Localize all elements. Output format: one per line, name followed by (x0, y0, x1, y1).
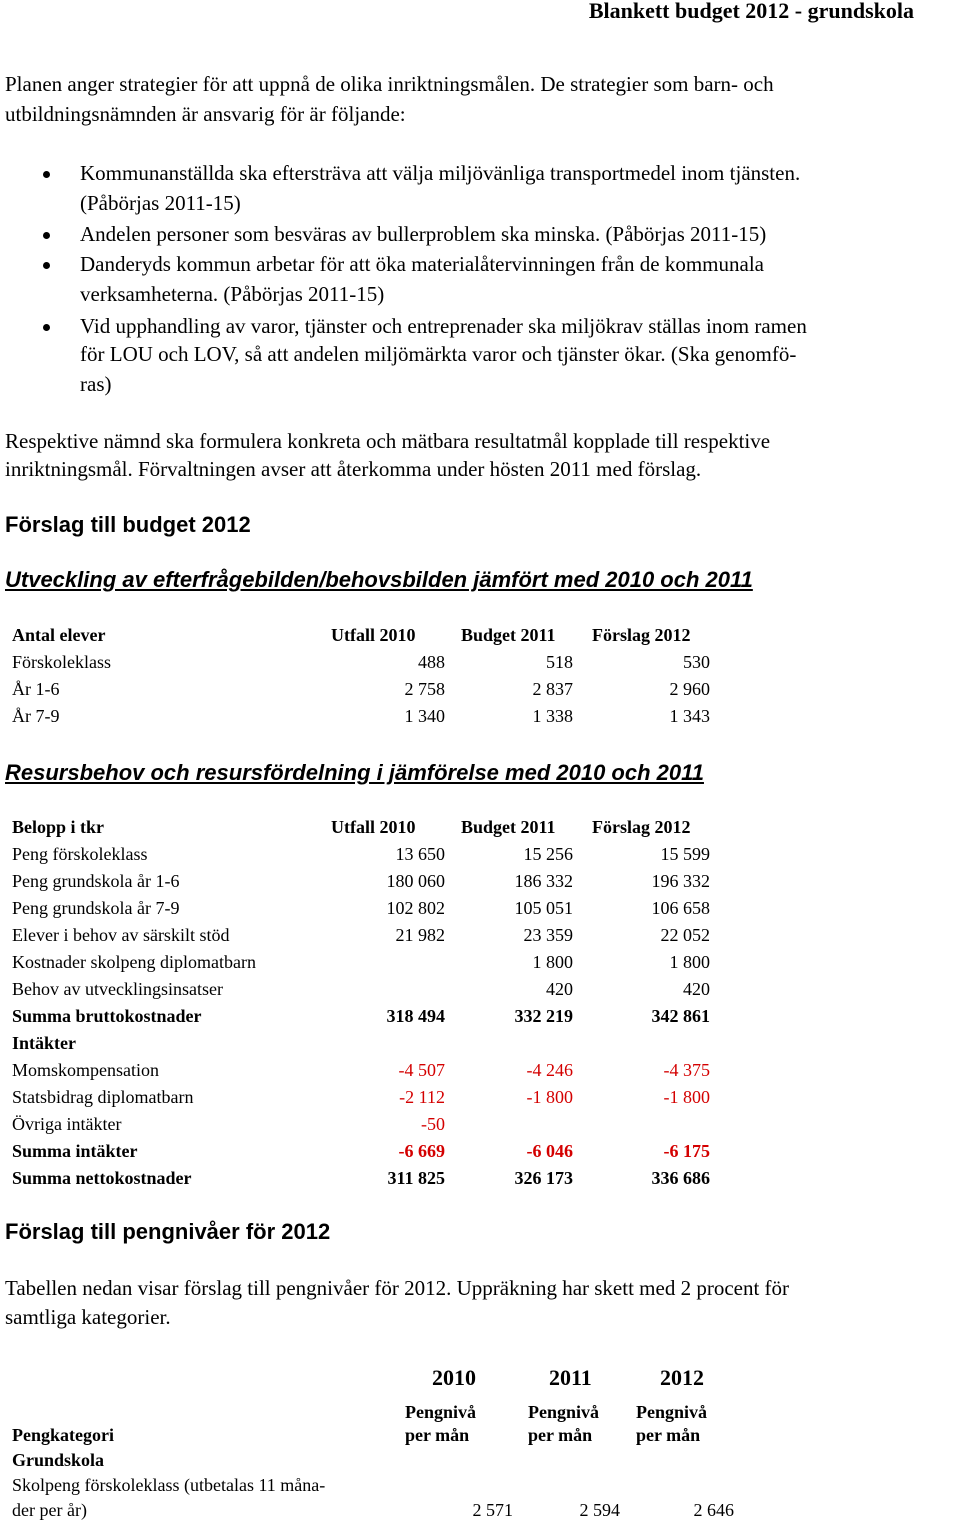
table2-cell: -6 669 (398, 1141, 445, 1161)
table2-row-label: Summa bruttokostnader (12, 1006, 202, 1026)
table2-cell: -1 800 (526, 1087, 573, 1107)
table2-cell: 102 802 (386, 898, 445, 918)
table2-row-label: Momskompensation (12, 1060, 159, 1080)
table3-sub-pengniva: Pengnivå (636, 1402, 708, 1422)
table1-cell: 1 343 (669, 706, 710, 726)
bullet-3-line-2: verksamheterna. (Påbörjas 2011-15) (80, 282, 385, 306)
table2-cell: -1 800 (663, 1087, 710, 1107)
table2-row-label: Kostnader skolpeng diplomatbarn (12, 952, 256, 972)
table2-row-label: Peng grundskola år 7-9 (12, 898, 180, 918)
heading-resources: Resursbehov och resursfördelning i jämförelse med 2010 och 2011 (5, 760, 704, 785)
table2-cell: 23 359 (523, 925, 573, 945)
bullet-4-line-2: för LOU och LOV, så att andelen miljömärkta varor och tjänster ökar. (Ska genomfö- (80, 342, 797, 366)
table1-cell: 518 (546, 652, 573, 672)
table1-cell: 2 837 (532, 679, 573, 699)
para3-line-1: Tabellen nedan visar förslag till pengnivåer för 2012. Uppräkning har skett med 2 procent för (5, 1276, 790, 1300)
bullet-2-line-1: Andelen personer som besväras av bullerproblem ska minska. (Påbörjas 2011-15) (80, 222, 767, 246)
table3-sub-permonth: per mån (636, 1425, 701, 1445)
table3-row-label-line-2: der per år) (12, 1500, 87, 1520)
table2-row-label: Elever i behov av särskilt stöd (12, 925, 230, 945)
table2-cell: 342 861 (651, 1006, 710, 1026)
table2-cell: 186 332 (514, 871, 573, 891)
bullet-1-line-1: Kommunanställda ska eftersträva att välja miljövänliga transportmedel inom tjänsten. (80, 161, 801, 185)
table2-row-label: Övriga intäkter (12, 1114, 122, 1134)
table1-row-label: Förskoleklass (12, 652, 111, 672)
table3-sub-pengniva: Pengnivå (405, 1402, 477, 1422)
table2-cell: 1 800 (532, 952, 573, 972)
table1-header-utfall: Utfall 2010 (331, 625, 416, 645)
bullet-3-line-1: Danderyds kommun arbetar för att öka materialåtervinningen från de kommunala (80, 252, 764, 276)
bullet-1-line-2: (Påbörjas 2011-15) (80, 191, 241, 215)
table2-cell: 106 658 (651, 898, 710, 918)
table1-header-label: Antal elever (12, 625, 106, 645)
table2-cell: -6 175 (663, 1141, 710, 1161)
table2-header-forslag: Förslag 2012 (592, 817, 691, 837)
table2-row-label: Peng grundskola år 1-6 (12, 871, 180, 891)
table2-cell: 15 256 (523, 844, 573, 864)
bullet-icon (43, 232, 50, 239)
table1-row-label: År 7-9 (12, 706, 60, 726)
table2-cell: 21 982 (395, 925, 445, 945)
table2-cell: 326 173 (514, 1168, 573, 1188)
table2-cell: -50 (421, 1114, 445, 1134)
table3-row-label-line-1: Skolpeng förskoleklass (utbetalas 11 måna- (12, 1475, 326, 1495)
table2-cell: 22 052 (660, 925, 710, 945)
table2-cell: 1 800 (669, 952, 710, 972)
table3-sub-permonth: per mån (528, 1425, 593, 1445)
table2-cell: 336 686 (651, 1168, 710, 1188)
para2-line-1: Respektive nämnd ska formulera konkreta och mätbara resultatmål kopplade till respektive (5, 429, 771, 453)
table2-header-budget: Budget 2011 (461, 817, 556, 837)
table2-cell: -2 112 (399, 1087, 445, 1107)
table3-year-2012: 2012 (660, 1365, 704, 1390)
bullet-icon (43, 262, 50, 269)
table3-cell: 2 646 (693, 1500, 734, 1520)
table2-header-label: Belopp i tkr (12, 817, 105, 837)
table2-cell: -4 375 (663, 1060, 710, 1080)
table2-row-label: Summa intäkter (12, 1141, 138, 1161)
table3-cell: 2 571 (472, 1500, 513, 1520)
table1-cell: 2 758 (404, 679, 445, 699)
heading-peng-levels: Förslag till pengnivåer för 2012 (5, 1219, 331, 1244)
table3-group-label: Grundskola (12, 1450, 105, 1470)
table2-cell: -4 246 (526, 1060, 573, 1080)
bullet-icon (43, 171, 50, 178)
table2-cell: 311 825 (387, 1168, 445, 1188)
table2-cell: 420 (683, 979, 710, 999)
table1-cell: 530 (683, 652, 710, 672)
bullet-icon (43, 324, 50, 331)
table2-cell: 15 599 (660, 844, 710, 864)
table2-cell: 420 (546, 979, 573, 999)
table3-sub-pengniva: Pengnivå (528, 1402, 600, 1422)
table2-cell: -4 507 (398, 1060, 445, 1080)
table1-row-label: År 1-6 (12, 679, 60, 699)
heading-budget-proposal: Förslag till budget 2012 (5, 512, 251, 537)
intro-line-2: utbildningsnämnden är ansvarig för är följande: (5, 102, 406, 126)
table2-header-utfall: Utfall 2010 (331, 817, 416, 837)
table2-cell: 318 494 (386, 1006, 445, 1026)
table2-row-label: Behov av utvecklingsinsatser (12, 979, 223, 999)
table2-cell: 332 219 (514, 1006, 573, 1026)
table1-cell: 1 340 (404, 706, 445, 726)
table3-year-2010: 2010 (432, 1365, 476, 1390)
table2-cell: 105 051 (514, 898, 573, 918)
table1-cell: 488 (418, 652, 445, 672)
heading-demand-development: Utveckling av efterfrågebilden/behovsbilden jämfört med 2010 och 2011 (5, 567, 753, 592)
table3-cat-header: Pengkategori (12, 1425, 114, 1445)
table1-cell: 2 960 (669, 679, 710, 699)
table1-cell: 1 338 (532, 706, 573, 726)
table2-row-label: Intäkter (12, 1033, 76, 1053)
table2-row-label: Statsbidrag diplomatbarn (12, 1087, 194, 1107)
table2-cell: 196 332 (651, 871, 710, 891)
table2-cell: 13 650 (395, 844, 445, 864)
para2-line-2: inriktningsmål. Förvaltningen avser att återkomma under hösten 2011 med förslag. (5, 457, 702, 481)
table2-cell: 180 060 (386, 871, 445, 891)
table1-header-budget: Budget 2011 (461, 625, 556, 645)
table3-cell: 2 594 (579, 1500, 620, 1520)
table1-header-forslag: Förslag 2012 (592, 625, 691, 645)
table2-cell: -6 046 (526, 1141, 573, 1161)
para3-line-2: samtliga kategorier. (5, 1305, 171, 1329)
table3-year-2011: 2011 (549, 1365, 592, 1390)
bullet-4-line-1: Vid upphandling av varor, tjänster och entreprenader ska miljökrav ställas inom ramen (80, 314, 807, 338)
table2-row-label: Peng förskoleklass (12, 844, 148, 864)
intro-line-1: Planen anger strategier för att uppnå de olika inriktningsmålen. De strategier som barn- och (5, 72, 774, 96)
document-header-title: Blankett budget 2012 - grundskola (588, 0, 914, 23)
table2-row-label: Summa nettokostnader (12, 1168, 192, 1188)
table3-sub-permonth: per mån (405, 1425, 470, 1445)
bullet-4-line-3: ras) (80, 372, 112, 396)
